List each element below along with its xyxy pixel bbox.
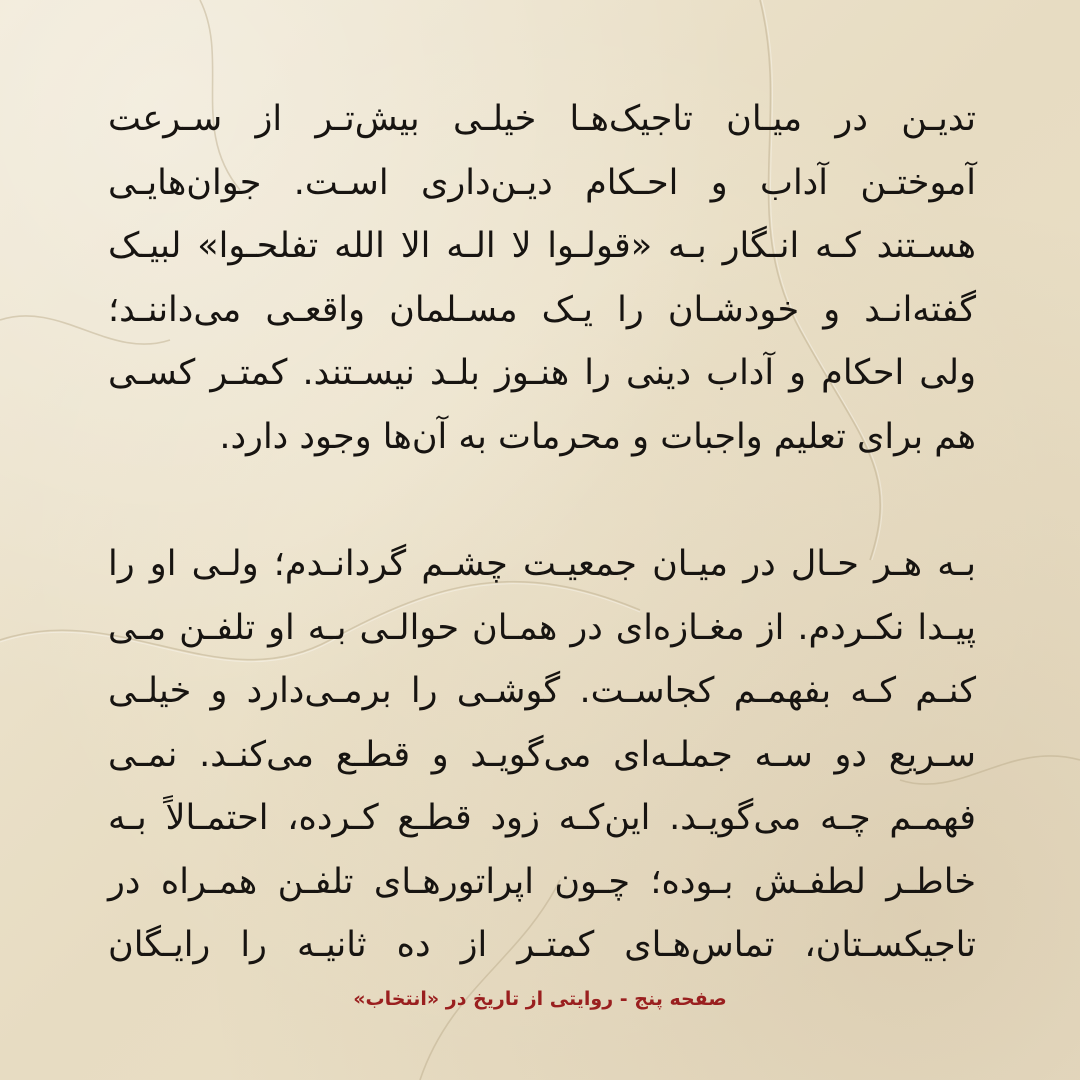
text-line: هسـتند کـه انـگار بـه «قولـوا لا الـه الا الله تفلحـوا» لبیـک — [108, 226, 976, 266]
text-line: گفته‌انـد و خودشـان را یـک مسـلمان واقعـی می‌داننـد؛ — [108, 289, 976, 330]
text-line: پیـدا نکـردم. از مغـازه‌ای در همـان حوالـی بـه او تلفـن مـی — [108, 607, 976, 648]
page-caption: صفحه پنج - روایتی از تاریخ در «انتخاب» — [353, 988, 727, 1010]
text-line: ولی احکام و آداب دینی را هنـوز بلـد نیسـتند. کمتـر کسـی — [108, 353, 976, 393]
article-text — [108, 88, 976, 978]
paragraph-2 — [108, 533, 976, 978]
text-line: سـریع دو سـه جملـه‌ای می‌گویـد و قطـع می‌کنـد. نمـی — [108, 734, 976, 775]
text-line: آموختـن آداب و احـکام دیـن‌داری اسـت. جوان‌هایـی — [108, 162, 976, 203]
text-line: خاطـر لطفـش بـوده؛ چـون اپراتورهـای تلفـن همـراه در — [108, 861, 976, 902]
paragraph-spacer — [108, 469, 976, 533]
text-line: تاجیکسـتان، تماس‌هـای کمتـر از ده ثانیـه را رایـگان — [108, 925, 976, 965]
text-line: هم برای تعلیم واجبات و محرمات به آن‌ها وجود دارد. — [219, 416, 976, 457]
text-line: تدیـن در میـان تاجیک‌هـا خیلـی بیش‌تـر از سـرعت — [108, 99, 976, 139]
text-line: کنـم کـه بفهمـم کجاسـت. گوشـی را برمـی‌دارد و خیلـی — [108, 671, 976, 711]
paragraph-1 — [108, 88, 976, 469]
text-line: بـه هـر حـال در میـان جمعیـت چشـم گردانـدم؛ ولـی او را — [108, 544, 976, 584]
text-line: فهمـم چـه می‌گویـد. این‌کـه زود قطـع کـرده، احتمـالاً بـه — [108, 798, 976, 838]
